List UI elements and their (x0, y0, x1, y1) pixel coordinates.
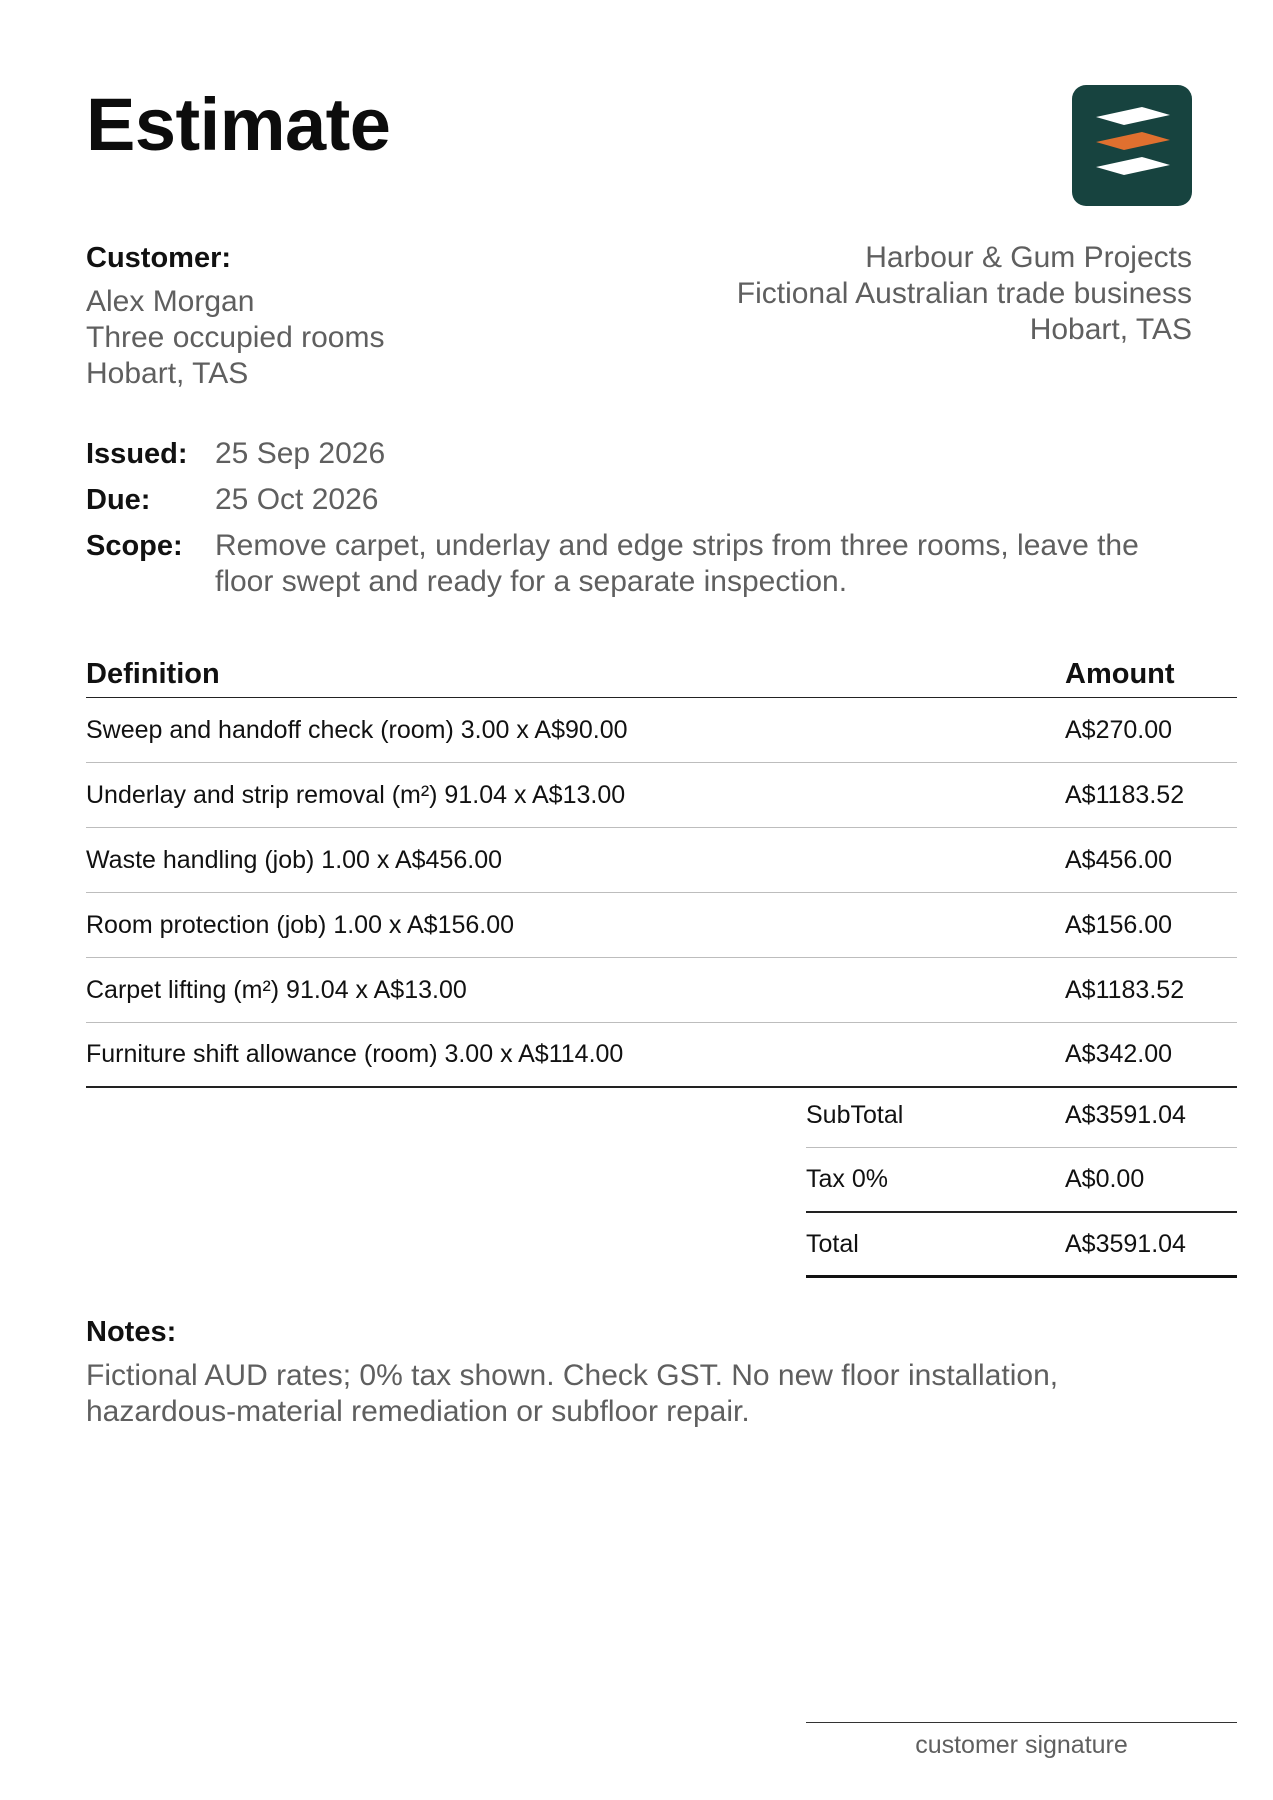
customer-location: Hobart, TAS (86, 357, 249, 390)
business-location: Hobart, TAS (1029, 313, 1192, 346)
definition-column-header: Definition (86, 658, 220, 690)
item-amount: A$1183.52 (1065, 975, 1185, 1004)
total-value: A$3591.04 (1065, 1229, 1186, 1258)
customer-signature-line[interactable] (806, 1722, 1237, 1760)
due-row (86, 482, 1196, 518)
scope-row (86, 528, 1196, 600)
layered-stripes-logo-icon (1072, 85, 1192, 206)
subtotal-row (806, 1083, 1237, 1148)
notes-label: Notes: (86, 1316, 177, 1348)
issued-row (86, 436, 1196, 472)
issued-date: 25 Sep 2026 (215, 437, 386, 470)
due-date: 25 Oct 2026 (215, 483, 379, 516)
business-logo-icon (1072, 85, 1192, 206)
subtotal-value: A$3591.04 (1065, 1100, 1186, 1129)
due-label: Due: (86, 484, 151, 516)
business-description: Fictional Australian trade business (736, 277, 1192, 310)
total-row (806, 1213, 1237, 1278)
item-definition: Sweep and handoff check (room) 3.00 x A$90.00 (86, 715, 628, 744)
customer-site: Three occupied rooms (86, 321, 385, 354)
item-amount: A$456.00 (1065, 845, 1173, 874)
notes-section (86, 1314, 1196, 1430)
business-name: Harbour & Gum Projects (865, 241, 1192, 274)
customer-label: Customer: (86, 242, 232, 274)
estimate-meta (86, 436, 1196, 610)
total-label: Total (806, 1229, 859, 1258)
line-items-table (86, 652, 1237, 1088)
business-info (592, 240, 1192, 348)
item-definition: Furniture shift allowance (room) 3.00 x A$114.00 (86, 1040, 624, 1068)
notes-text: Fictional AUD rates; 0% tax shown. Check GST. No new floor installation, hazardous-material remediation or subfloor repair. (86, 1359, 1059, 1428)
customer-name: Alex Morgan (86, 285, 255, 318)
amount-column-header: Amount (1065, 658, 1175, 690)
item-amount: A$270.00 (1065, 715, 1173, 744)
item-definition: Carpet lifting (m²) 91.04 x A$13.00 (86, 975, 467, 1004)
scope-label: Scope: (86, 530, 183, 562)
item-amount: A$342.00 (1065, 1040, 1173, 1068)
tax-label: Tax 0% (806, 1165, 888, 1193)
tax-value: A$0.00 (1065, 1165, 1145, 1193)
item-definition: Waste handling (job) 1.00 x A$456.00 (86, 845, 503, 874)
tax-row (806, 1148, 1237, 1213)
signature-label: customer signature (915, 1731, 1128, 1759)
item-definition: Underlay and strip removal (m²) 91.04 x A$13.00 (86, 780, 626, 809)
item-definition: Room protection (job) 1.00 x A$156.00 (86, 910, 515, 939)
item-amount: A$1183.52 (1065, 780, 1185, 809)
table-row (86, 763, 1237, 828)
line-items-header (86, 652, 1237, 698)
item-amount: A$156.00 (1065, 910, 1173, 939)
table-row (86, 828, 1237, 893)
subtotal-label: SubTotal (806, 1100, 904, 1129)
table-row (86, 958, 1237, 1023)
scope-text: Remove carpet, underlay and edge strips from three rooms, leave the floor swept and ready for a separate inspection. (215, 529, 1139, 598)
table-row (86, 1023, 1237, 1088)
totals-summary (806, 1083, 1237, 1278)
table-row (86, 698, 1237, 763)
table-row (86, 893, 1237, 958)
document-title: Estimate (86, 83, 391, 166)
issued-label: Issued: (86, 438, 188, 470)
